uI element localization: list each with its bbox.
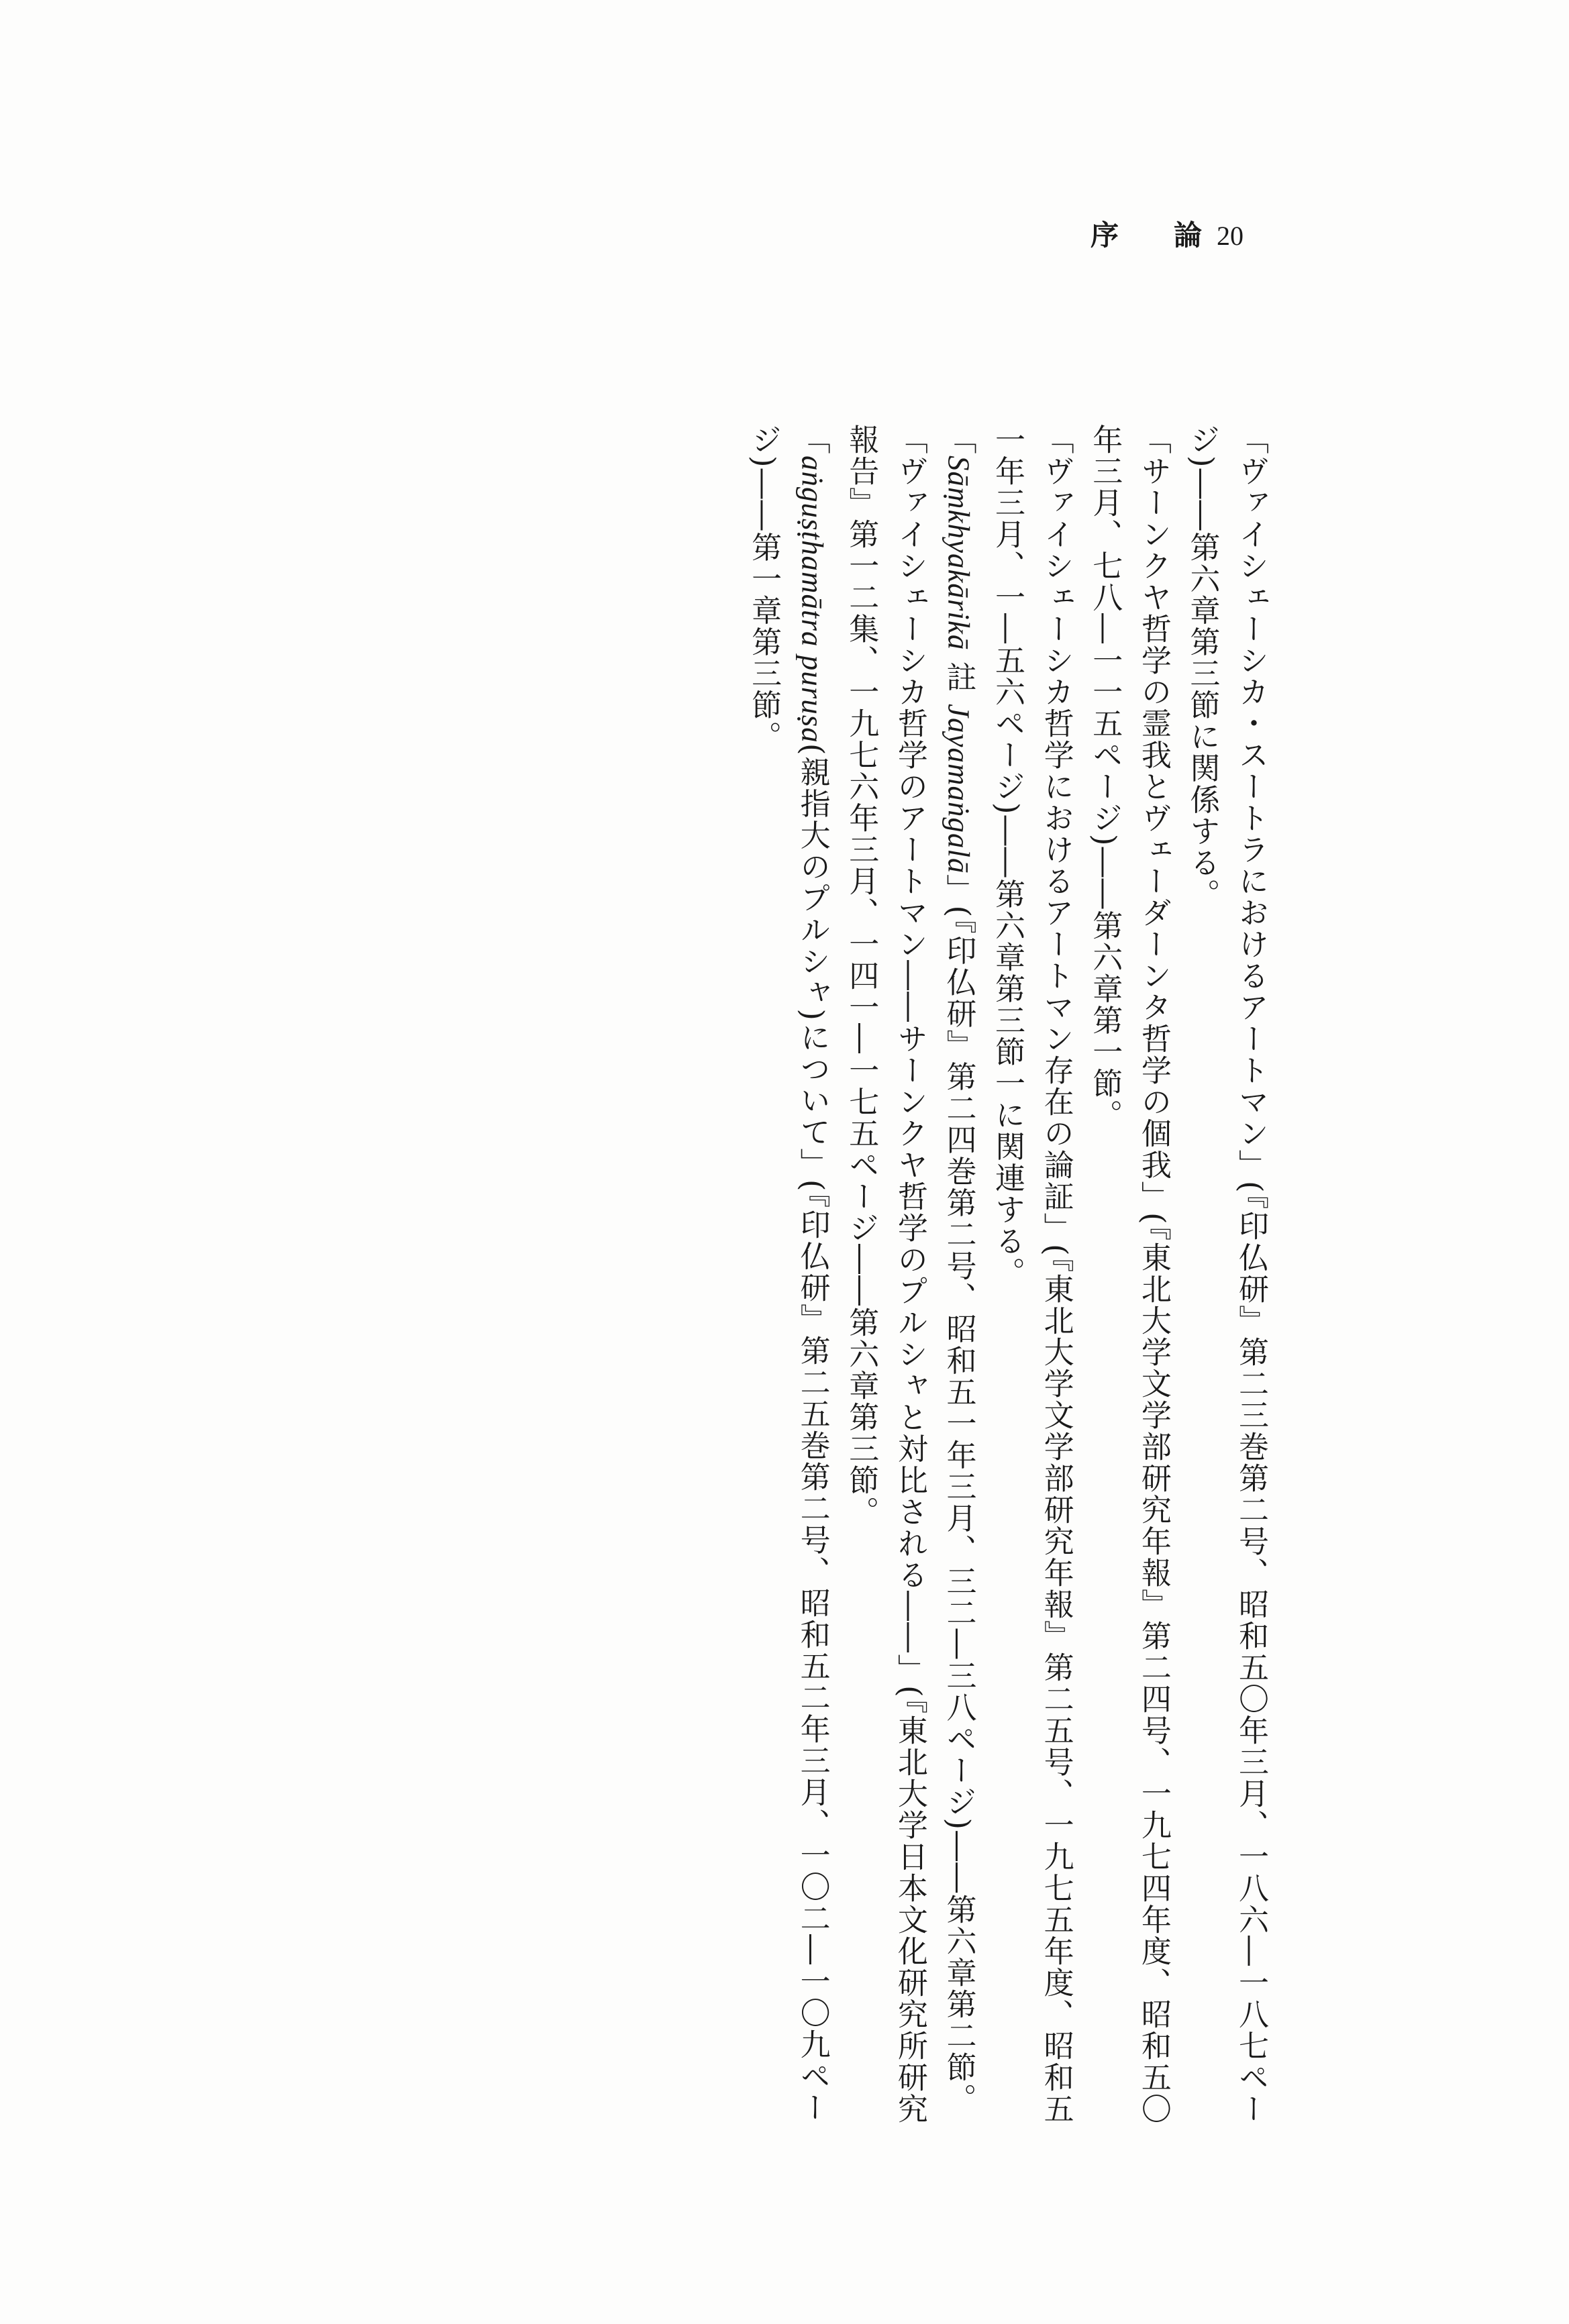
entry-mid: 註 [941,650,977,704]
header-title-char-2: 論 [1174,219,1203,252]
running-header [1091,213,1265,254]
entry-text: 「ヴァイシェーシカ・スートラにおけるアートマン」(『印仏研』第二三巻第二号、昭和五〇年三月、一八六―一八七ページ)――第六章第三節に関係する。 [1184,424,1269,2125]
entry-text: (親指大のプルシャ)について」(『印仏研』第二五巻第二号、昭和五二年三月、一〇二―一〇九ページ)――第一章第三節。 [746,424,831,2123]
bibliography-entry-6 [739,424,836,2142]
header-title-char-1: 序 [1091,219,1119,252]
bibliography-entry-5 [837,424,934,2142]
entry-latin-title-2: Jayamaṅgalā [942,704,976,874]
entry-latin-title: Sāṃkhyakārikā [942,456,976,651]
entry-prefix: 「 [795,424,831,456]
bibliography-entry-2 [1080,424,1178,2142]
entry-text: 「ヴァイシェーシカ哲学におけるアートマン存在の論証」(『東北大学文学部研究年報』第二五号、一九七五年度、昭和五一年三月、一―五六ページ)――第六章第三節一に関連する。 [990,424,1074,2125]
bibliography-list [739,424,1275,2142]
entry-text: 」(『印仏研』第二四巻第二号、昭和五一年三月、三二―三八ページ)――第六章第二節。 [941,874,977,2115]
entry-text: 「ヴァイシェーシカ哲学のアートマン――サーンクヤ哲学のプルシャと対比される――」(『東北大学日本文化研究所研究報告』第一二集、一九七六年三月、一四一―一七五ページ――第六章第三節。 [844,424,928,2125]
bibliography-entry-1 [1178,424,1275,2142]
bibliography-entry-3 [982,424,1080,2142]
bibliography-entry-4 [934,424,983,2142]
entry-text: 「サーンクヤ哲学の霊我とヴェーダーンタ哲学の個我」(『東北大学文学部研究年報』第二四号、一九七四年度、昭和五〇年三月、七八―一一五ページ)――第六章第一節。 [1087,424,1172,2125]
page-number: 20 [1217,221,1244,251]
entry-latin-title: aṅguṣṭhamātra puruṣa [795,456,829,743]
entry-prefix: 「 [941,424,977,456]
